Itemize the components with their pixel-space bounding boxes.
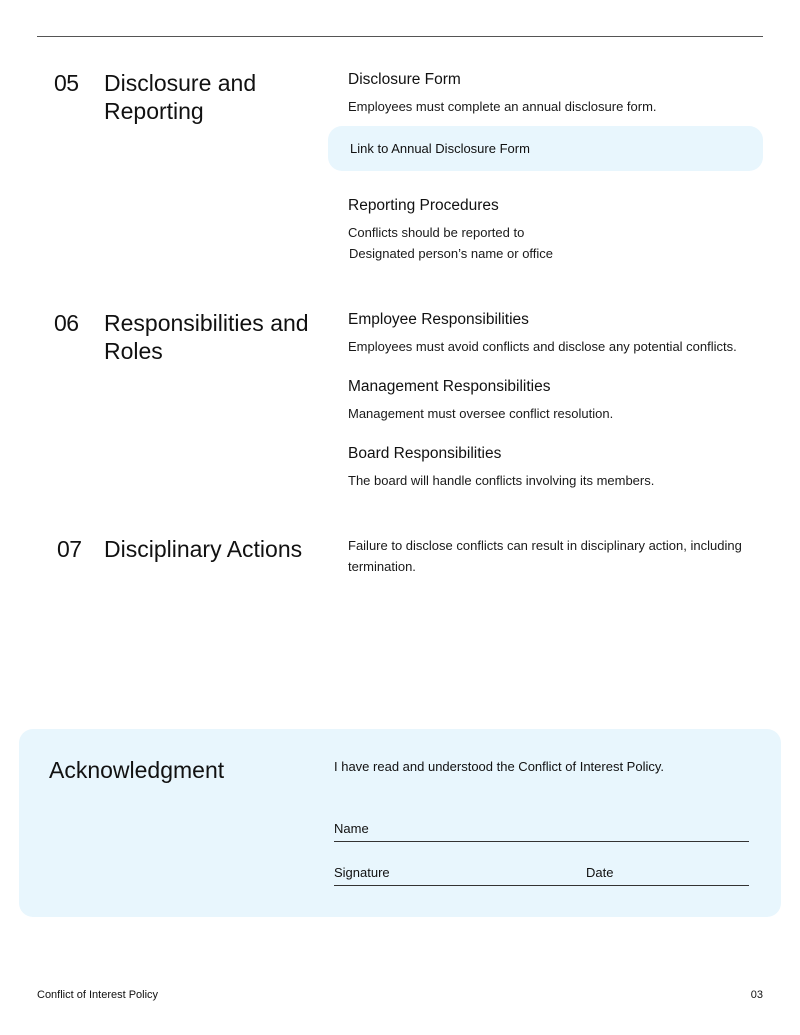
subsection-heading: Reporting Procedures (348, 197, 499, 214)
footer-page-number: 03 (750, 989, 763, 1001)
subsection-text: The board will handle conflicts involving its members. (348, 473, 655, 488)
acknowledgment-panel (19, 729, 781, 917)
subsection-heading: Management Responsibilities (348, 378, 551, 395)
disciplinary-text-block (348, 535, 763, 577)
subsection-text: Employees must complete an annual disclosure form. (348, 99, 657, 114)
subsection-text: Failure to disclose conflicts can result in disciplinary action, including termination. (348, 538, 742, 574)
acknowledgment-statement: I have read and understood the Conflict of Interest Policy. (334, 759, 665, 774)
top-divider (37, 36, 763, 37)
section-title: Responsibilities and Roles (104, 310, 309, 364)
disclosure-form-link[interactable]: Link to Annual Disclosure Form (350, 141, 530, 156)
subsection-text: Conflicts should be reported to (348, 225, 525, 240)
employee-responsibilities-block (348, 310, 768, 357)
subsection-text: Employees must avoid conflicts and disclose any potential conflicts. (348, 339, 737, 354)
reporting-procedures-block (348, 196, 768, 264)
subsection-heading: Board Responsibilities (348, 445, 502, 462)
subsection-heading: Disclosure Form (348, 71, 461, 88)
section-title: Disclosure and Reporting (104, 70, 257, 124)
board-responsibilities-block (348, 444, 768, 491)
signature-field[interactable] (334, 864, 586, 886)
signature-label: Signature (334, 865, 390, 880)
subsection-heading: Employee Responsibilities (348, 311, 529, 328)
name-field[interactable] (334, 820, 749, 842)
management-responsibilities-block (348, 377, 768, 424)
date-label: Date (586, 865, 614, 880)
acknowledgment-title: Acknowledgment (49, 757, 225, 783)
section-title: Disciplinary Actions (104, 536, 303, 562)
section-number: 05 (54, 70, 79, 96)
disclosure-form-block (348, 70, 768, 117)
section-number: 06 (54, 310, 79, 336)
designated-person-placeholder: Designated person’s name or office (349, 246, 554, 261)
date-field[interactable] (586, 864, 749, 886)
name-label: Name (334, 821, 369, 836)
disclosure-form-link-box[interactable] (328, 126, 763, 171)
subsection-text: Management must oversee conflict resolution. (348, 406, 614, 421)
footer-document-title: Conflict of Interest Policy (37, 989, 159, 1001)
section-number: 07 (57, 536, 82, 562)
